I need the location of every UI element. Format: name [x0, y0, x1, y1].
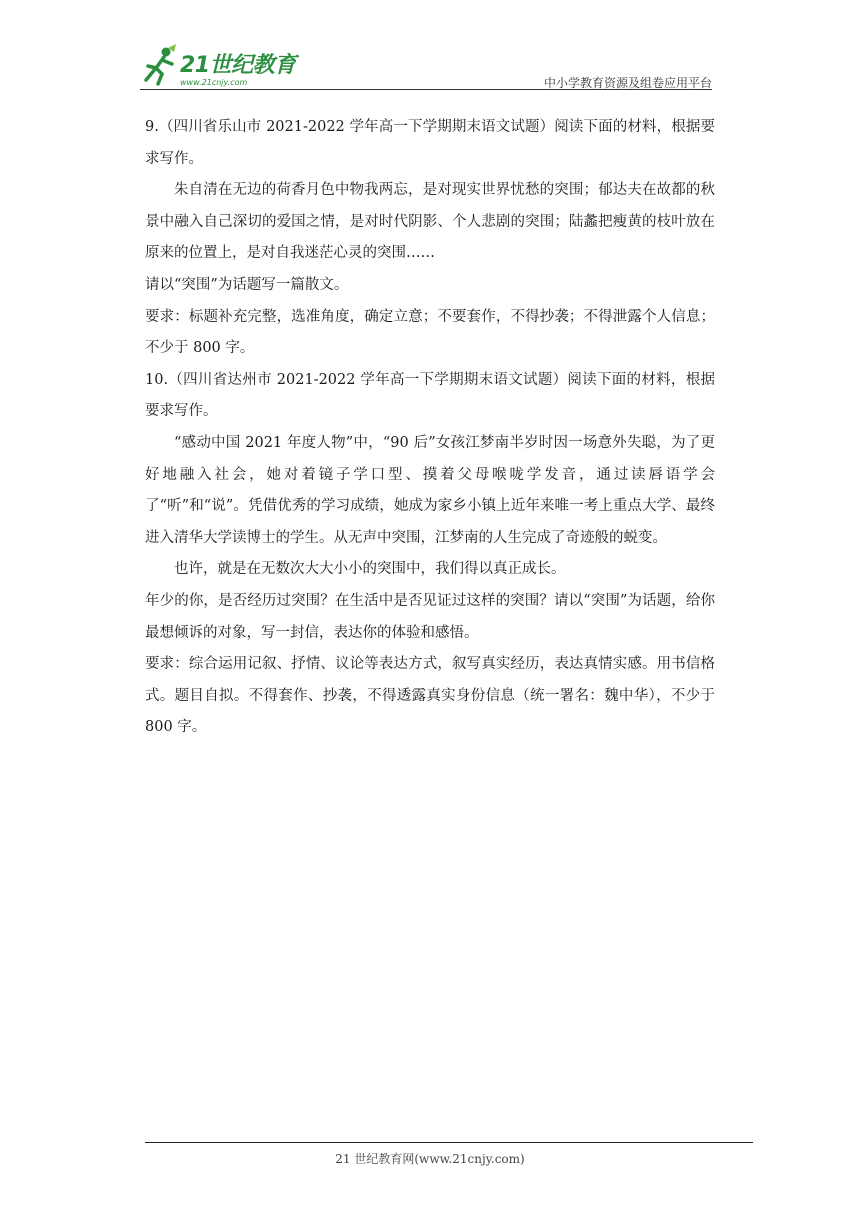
question-9-prompt: 9.（四川省乐山市 2021-2022 学年高一下学期期末语文试题）阅读下面的材料，根据要求写作。 [145, 119, 715, 167]
question-10-material: “感动中国 2021 年度人物”中，“90 后”女孩江梦南半岁时因一场意外失聪，为了更好地融入社会，她对着镜子学口型、摸着父母喉咙学发音，通过读唇语学会了“听”和“说”。凭借优秀的学习成绩，她成为家乡小镇上近年来唯一考上重点大学、最终进入清华大学读博士的学生。从无声中突围，江梦南的人生完成了奇迹般的蜕变。 [145, 434, 715, 546]
platform-name: 中小学教育资源及组卷应用平台 [543, 76, 712, 90]
runner-logo-icon [140, 44, 180, 88]
question-9-material: 朱自清在无边的荷香月色中物我两忘，是对现实世界忧愁的突围；郁达夫在故都的秋景中融入自己深切的爱国之情，是对时代阴影、个人悲剧的突围；陆蠡把瘦黄的枝叶放在原来的位置上，是对自我迷茫心灵的突围…… [145, 182, 715, 262]
footer-divider [145, 1142, 753, 1143]
question-10-material-2: 也许，就是在无数次大大小小的突围中，我们得以真正成长。 [174, 561, 566, 578]
logo-text: 21世纪教育 [180, 53, 296, 78]
question-9-task: 请以“突围”为话题写一篇散文。 [145, 276, 349, 293]
site-logo [140, 42, 320, 90]
page-footer: 21 世纪教育网(www.21cnjy.com) [335, 1152, 525, 1166]
question-9-requirements: 要求：标题补充完整，选准角度，确定立意；不要套作，不得抄袭；不得泄露个人信息；不少于 800 字。 [145, 308, 715, 357]
question-10-task: 年少的你，是否经历过突围？在生活中是否见证过这样的突围？请以“突围”为话题，给你最想倾诉的对象，写一封信，表达你的体验和感悟。 [145, 592, 715, 641]
page-header [140, 42, 712, 92]
question-10-prompt: 10.（四川省达州市 2021-2022 学年高一下学期期末语文试题）阅读下面的材料，根据要求写作。 [145, 371, 715, 420]
document-body [145, 112, 715, 744]
header-divider [140, 89, 712, 90]
question-10-requirements: 要求：综合运用记叙、抒情、议论等表达方式，叙写真实经历，表达真情实感。用书信格式。题目自拟。不得套作、抄袭，不得透露真实身份信息（统一署名：魏中华），不少于 800 字。 [145, 656, 715, 736]
logo-url: www.21cnjy.com [180, 78, 248, 87]
